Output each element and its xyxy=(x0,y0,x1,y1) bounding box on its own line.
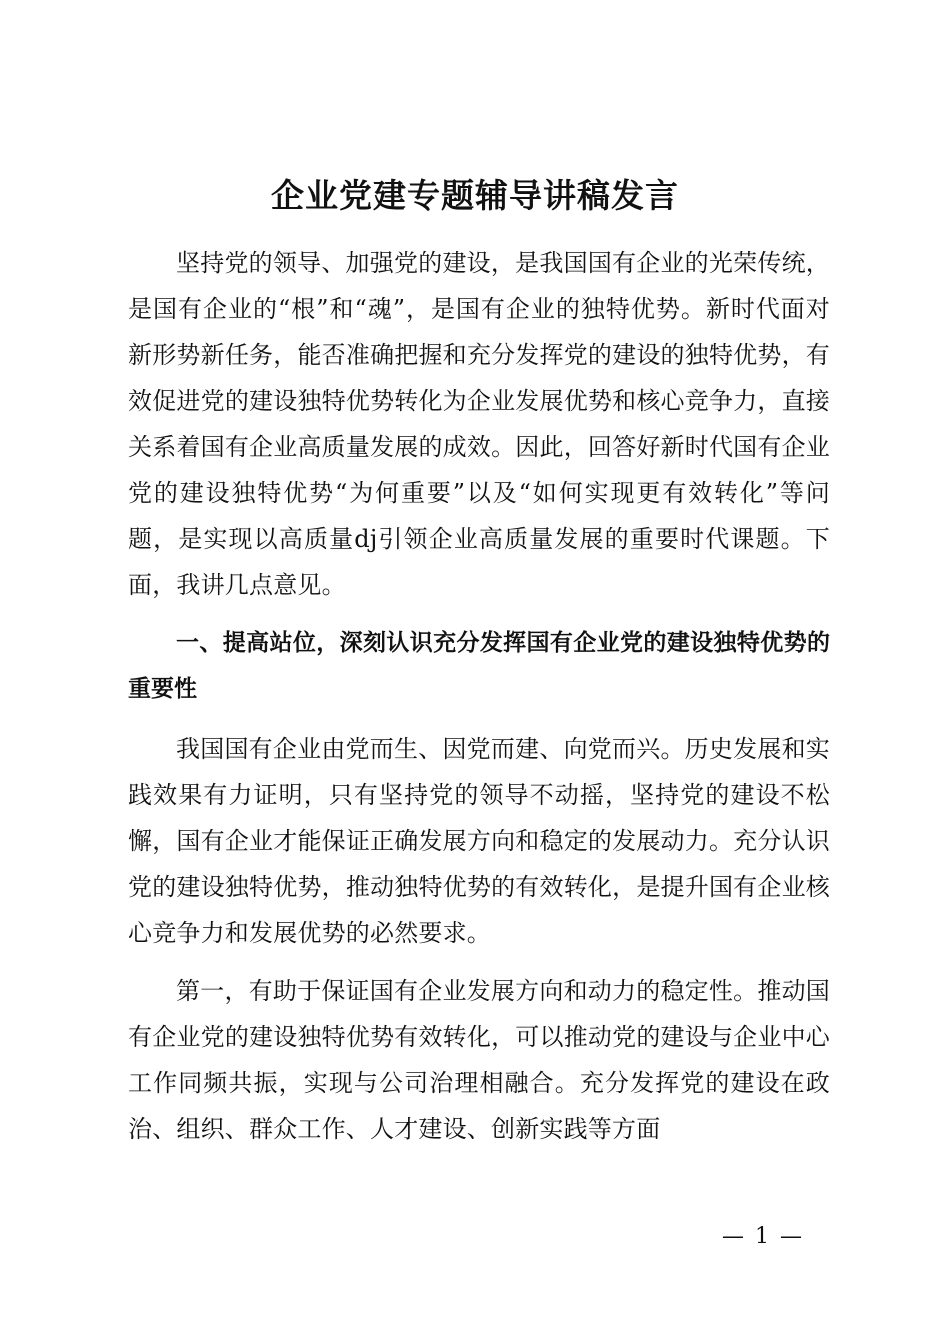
page-number: — 1 — xyxy=(722,1224,804,1249)
document-body xyxy=(128,240,830,1152)
paragraph-first-point: 第一，有助于保证国有企业发展方向和动力的稳定性。推动国有企业党的建设独特优势有效转化，可以推动党的建设与企业中心工作同频共振，实现与公司治理相融合。充分发挥党的建设在政治、组织、群众工作、人才建设、创新实践等方面 xyxy=(128,977,830,1143)
section-heading-1: 一、提高站位，深刻认识充分发挥国有企业党的建设独特优势的重要性 xyxy=(128,630,830,702)
paragraph-history: 我国国有企业由党而生、因党而建、向党而兴。历史发展和实践效果有力证明，只有坚持党的领导不动摇，坚持党的建设不松懈，国有企业才能保证正确发展方向和稳定的发展动力。充分认识党的建设独特优势，推动独特优势的有效转化，是提升国有企业核心竞争力和发展优势的必然要求。 xyxy=(128,735,830,947)
document-title: 企业党建专题辅导讲稿发言 xyxy=(271,176,679,215)
paragraph-intro: 坚持党的领导、加强党的建设，是我国国有企业的光荣传统，是国有企业的“根”和“魂”，是国有企业的独特优势。新时代面对新形势新任务，能否准确把握和充分发挥党的建设的独特优势，有效促进党的建设独特优势转化为企业发展优势和核心竞争力，直接关系着国有企业高质量发展的成效。因此，回答好新时代国有企业党的建设独特优势“为何重要”以及“如何实现更有效转化”等问题，是实现以高质量dj引领企业高质量发展的重要时代课题。下面，我讲几点意见。 xyxy=(128,249,830,599)
